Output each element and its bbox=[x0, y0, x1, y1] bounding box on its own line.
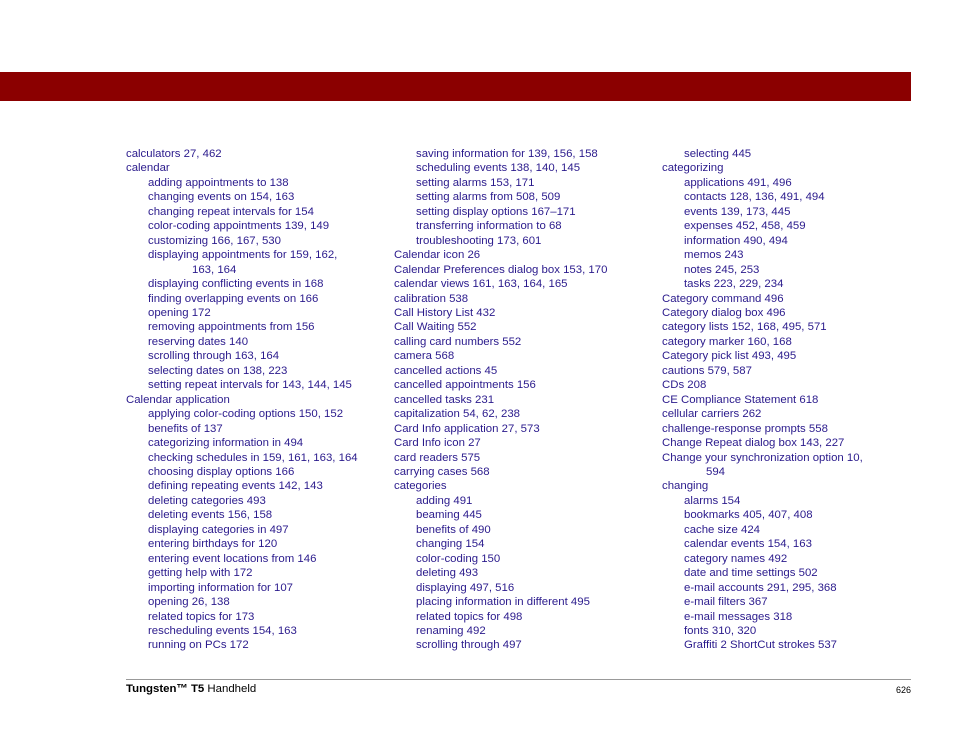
index-entry[interactable]: changing repeat intervals for 154 bbox=[148, 205, 314, 218]
index-entry[interactable]: Change your synchronization option 10, bbox=[662, 451, 863, 464]
index-entry[interactable]: transferring information to 68 bbox=[416, 220, 562, 233]
index-entry[interactable]: calendar bbox=[126, 162, 170, 175]
index-entry[interactable]: rescheduling events 154, 163 bbox=[148, 624, 297, 637]
index-entry[interactable]: CE Compliance Statement 618 bbox=[662, 393, 819, 406]
index-entry[interactable]: category marker 160, 168 bbox=[662, 335, 792, 348]
page-number: 626 bbox=[895, 685, 911, 695]
index-entry[interactable]: changing 154 bbox=[416, 538, 485, 551]
index-entry[interactable]: choosing display options 166 bbox=[148, 465, 295, 478]
index-entry[interactable]: 594 bbox=[706, 465, 726, 478]
index-entry[interactable]: displaying appointments for 159, 162, bbox=[148, 249, 338, 262]
index-entry[interactable]: information 490, 494 bbox=[684, 234, 788, 247]
index-entry[interactable]: categorizing bbox=[662, 162, 724, 175]
index-entry[interactable]: card readers 575 bbox=[394, 451, 481, 464]
index-entry[interactable]: displaying conflicting events in 168 bbox=[148, 278, 324, 291]
index-entry[interactable]: cancelled actions 45 bbox=[394, 364, 498, 377]
index-entry[interactable]: applying color-coding options 150, 152 bbox=[148, 408, 344, 421]
index-entry[interactable]: removing appointments from 156 bbox=[148, 321, 315, 334]
index-entry[interactable]: calendar views 161, 163, 164, 165 bbox=[394, 278, 568, 291]
index-entry[interactable]: Card Info icon 27 bbox=[394, 437, 481, 450]
index-entry[interactable]: date and time settings 502 bbox=[684, 567, 818, 580]
index-entry[interactable]: fonts 310, 320 bbox=[684, 624, 757, 637]
index-entry[interactable]: importing information for 107 bbox=[148, 581, 293, 594]
index-entry[interactable]: camera 568 bbox=[394, 350, 455, 363]
index-entry[interactable]: Call Waiting 552 bbox=[394, 321, 477, 334]
index-entry[interactable]: adding appointments to 138 bbox=[148, 176, 289, 189]
index-column-1 bbox=[126, 147, 386, 653]
index-entry[interactable]: scrolling through 497 bbox=[416, 639, 522, 652]
index-entry[interactable]: changing bbox=[662, 480, 709, 493]
index-entry[interactable]: Category pick list 493, 495 bbox=[662, 350, 797, 363]
index-entry[interactable]: deleting categories 493 bbox=[148, 494, 266, 507]
index-entry[interactable]: applications 491, 496 bbox=[684, 176, 792, 189]
index-entry[interactable]: adding 491 bbox=[416, 494, 473, 507]
index-entry[interactable]: benefits of 490 bbox=[416, 523, 491, 536]
index-entry[interactable]: e-mail messages 318 bbox=[684, 610, 793, 623]
index-entry[interactable]: alarms 154 bbox=[684, 494, 741, 507]
index-entry[interactable]: calendar events 154, 163 bbox=[684, 538, 812, 551]
index-entry[interactable]: calibration 538 bbox=[394, 292, 469, 305]
index-entry[interactable]: scrolling through 163, 164 bbox=[148, 350, 280, 363]
index-column-2 bbox=[394, 147, 654, 653]
index-entry[interactable]: 163, 164 bbox=[192, 263, 237, 276]
index-column-3 bbox=[662, 147, 922, 653]
footer-title bbox=[126, 683, 256, 695]
index-entry[interactable]: selecting dates on 138, 223 bbox=[148, 364, 288, 377]
index-entry[interactable]: related topics for 173 bbox=[148, 610, 255, 623]
header-band bbox=[0, 72, 911, 101]
index-entry[interactable]: cancelled appointments 156 bbox=[394, 379, 536, 392]
footer-rule bbox=[126, 679, 911, 680]
index-entry[interactable]: category names 492 bbox=[684, 552, 788, 565]
index-entry[interactable]: calling card numbers 552 bbox=[394, 335, 522, 348]
index-entry[interactable]: running on PCs 172 bbox=[148, 639, 249, 652]
index-entry[interactable]: placing information in different 495 bbox=[416, 596, 590, 609]
index-entry[interactable]: cellular carriers 262 bbox=[662, 408, 762, 421]
footer-product: Tungsten™ T5 bbox=[126, 683, 205, 695]
index-entry[interactable]: cautions 579, 587 bbox=[662, 364, 752, 377]
index-entry[interactable]: CDs 208 bbox=[662, 379, 707, 392]
index-entry[interactable]: events 139, 173, 445 bbox=[684, 205, 791, 218]
index-entry[interactable]: categories bbox=[394, 480, 447, 493]
index-entry[interactable]: color-coding appointments 139, 149 bbox=[148, 220, 330, 233]
index-entry[interactable]: Change Repeat dialog box 143, 227 bbox=[662, 437, 845, 450]
index-entry[interactable]: displaying 497, 516 bbox=[416, 581, 515, 594]
index-entry[interactable]: notes 245, 253 bbox=[684, 263, 760, 276]
index-entry[interactable]: Calendar icon 26 bbox=[394, 249, 481, 262]
index-entry[interactable]: memos 243 bbox=[684, 249, 744, 262]
index-entry[interactable]: deleting 493 bbox=[416, 567, 479, 580]
index-entry[interactable]: Graffiti 2 ShortCut strokes 537 bbox=[684, 639, 838, 652]
index-entry[interactable]: selecting 445 bbox=[684, 148, 752, 160]
index-entry[interactable]: color-coding 150 bbox=[416, 552, 501, 565]
index-entry[interactable]: saving information for 139, 156, 158 bbox=[416, 148, 598, 160]
index-entry[interactable]: opening 172 bbox=[148, 306, 211, 319]
index-entry[interactable]: changing events on 154, 163 bbox=[148, 191, 295, 204]
index-entry[interactable]: Calendar application bbox=[126, 393, 230, 406]
index-entry[interactable]: defining repeating events 142, 143 bbox=[148, 480, 323, 493]
index-entry[interactable]: e-mail accounts 291, 295, 368 bbox=[684, 581, 837, 594]
index-entry[interactable]: cancelled tasks 231 bbox=[394, 393, 495, 406]
index-entry[interactable]: setting repeat intervals for 143, 144, 145 bbox=[148, 379, 352, 392]
index-entry[interactable]: renaming 492 bbox=[416, 624, 486, 637]
index-entry[interactable]: category lists 152, 168, 495, 571 bbox=[662, 321, 827, 334]
index-entry[interactable]: categorizing information in 494 bbox=[148, 437, 304, 450]
index-entry[interactable]: entering event locations from 146 bbox=[148, 552, 317, 565]
index-entry[interactable]: cache size 424 bbox=[684, 523, 760, 536]
index-entry[interactable]: reserving dates 140 bbox=[148, 335, 249, 348]
index-entry[interactable]: finding overlapping events on 166 bbox=[148, 292, 319, 305]
index-entry[interactable]: scheduling events 138, 140, 145 bbox=[416, 162, 581, 175]
index-entry[interactable]: getting help with 172 bbox=[148, 567, 253, 580]
index-entry[interactable]: opening 26, 138 bbox=[148, 596, 230, 609]
index-entry[interactable]: troubleshooting 173, 601 bbox=[416, 234, 542, 247]
index-entry[interactable]: Call History List 432 bbox=[394, 306, 496, 319]
footer-suffix: Handheld bbox=[204, 683, 257, 695]
index-entry[interactable]: checking schedules in 159, 161, 163, 164 bbox=[148, 451, 358, 464]
index-entry[interactable]: deleting events 156, 158 bbox=[148, 509, 273, 522]
index-entry[interactable]: setting alarms from 508, 509 bbox=[416, 191, 561, 204]
index-entry[interactable]: bookmarks 405, 407, 408 bbox=[684, 509, 813, 522]
index-entry[interactable]: capitalization 54, 62, 238 bbox=[394, 408, 521, 421]
index-entry[interactable]: beaming 445 bbox=[416, 509, 482, 522]
index-entry[interactable]: setting display options 167–171 bbox=[416, 205, 576, 218]
index-entry[interactable]: Card Info application 27, 573 bbox=[394, 422, 540, 435]
index-entry[interactable]: Calendar Preferences dialog box 153, 170 bbox=[394, 263, 608, 276]
index-entry[interactable]: contacts 128, 136, 491, 494 bbox=[684, 191, 825, 204]
index-entry[interactable]: displaying categories in 497 bbox=[148, 523, 289, 536]
index-entry[interactable]: benefits of 137 bbox=[148, 422, 223, 435]
index-entry[interactable]: challenge-response prompts 558 bbox=[662, 422, 828, 435]
index-entry[interactable]: related topics for 498 bbox=[416, 610, 523, 623]
index-entry[interactable]: expenses 452, 458, 459 bbox=[684, 220, 806, 233]
index-entry[interactable]: Category dialog box 496 bbox=[662, 306, 786, 319]
index-entry[interactable]: e-mail filters 367 bbox=[684, 596, 768, 609]
index-entry[interactable]: carrying cases 568 bbox=[394, 465, 490, 478]
index-entry[interactable]: entering birthdays for 120 bbox=[148, 538, 278, 551]
index-entry[interactable]: tasks 223, 229, 234 bbox=[684, 278, 784, 291]
index-entry[interactable]: Category command 496 bbox=[662, 292, 784, 305]
index-entry[interactable]: customizing 166, 167, 530 bbox=[148, 234, 281, 247]
index-entry[interactable]: calculators 27, 462 bbox=[126, 148, 222, 160]
index-entry[interactable]: setting alarms 153, 171 bbox=[416, 176, 535, 189]
